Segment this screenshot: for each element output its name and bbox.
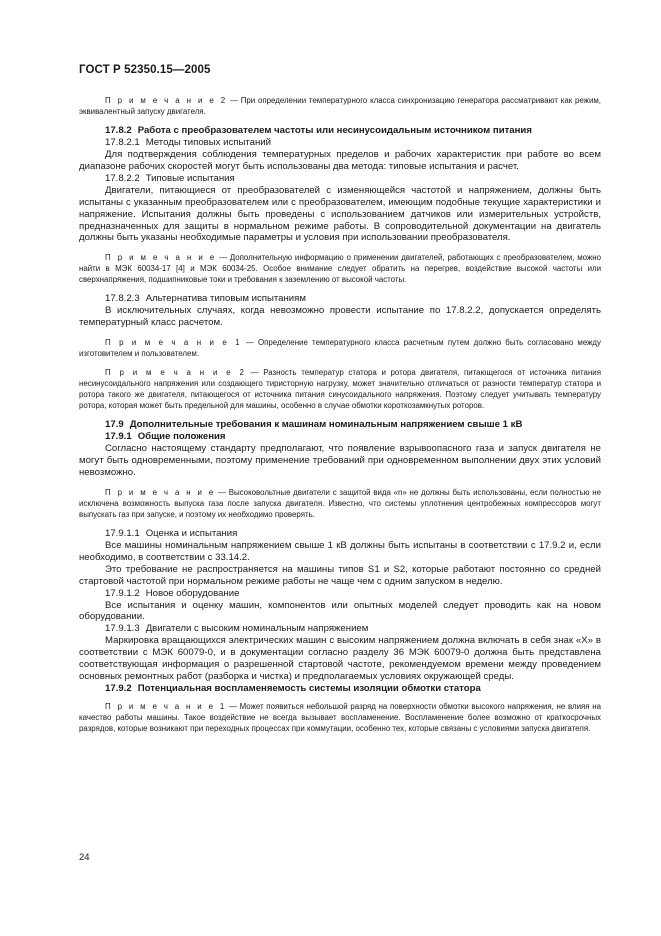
- note-text: — Высоковольтные двигатели с защитой вида «n» не должны быть использованы, если полностью не исключена возможность выпуска газа после запуска двигателя. Известно, что системы уплотнения центробежных компрессоров могут выпускать газ при запуске, и поэтому их необходимо проверять.: [79, 487, 601, 519]
- section-title: Типовые испытания: [145, 172, 235, 184]
- paragraph: Для подтверждения соблюдения температурных пределов и рабочих характеристик при работе во всем диапазоне рабочих скоростей могут быть использованы два метода: типовые испытания и расчет.: [79, 149, 601, 172]
- section-number: 17.8.2.3: [105, 293, 140, 305]
- section-title: Общие положения: [137, 431, 226, 443]
- section-heading-17-9: [79, 419, 601, 431]
- subsection-heading-17-9-1-1: [79, 528, 601, 540]
- note-text: — Дополнительную информацию о применении двигателей, работающих с преобразователем, можно найти в МЭК 60034-17 [4] и МЭК 60034-25. Особое внимание следует обратить на перегрев, воздействие высокой частоты или сверхнапряжения, подшипниковые токи и требования к заземлению от высокой частоты.: [79, 253, 601, 285]
- section-number: 17.9.1.1: [105, 527, 140, 539]
- section-number: 17.9: [105, 419, 124, 431]
- note-text: — Может появиться небольшой разряд на поверхности обмотки высокого напряжения, не влияя на качество работы машины. Такое воздействие не всегда вызывает воспламенение. Воспламенение более возможно от краткосрочных разрядов, которые возникают при переходных процессах при коммутации, особенно тех, которые связаны с условиями запуска двигателя.: [79, 701, 601, 733]
- section-title: Потенциальная воспламеняемость системы изоляции обмотки статора: [137, 682, 481, 694]
- note: [79, 701, 601, 734]
- note-label: П р и м е ч а н и е 1: [105, 338, 242, 348]
- section-number: 17.8.2: [105, 125, 132, 136]
- subsection-heading-17-9-1-3: [79, 623, 601, 635]
- section-title: Двигатели с высоким номинальным напряжением: [145, 623, 369, 635]
- note-top: [79, 95, 601, 117]
- note: [79, 487, 601, 520]
- paragraph: В исключительных случаях, когда невозможно провести испытание по 17.8.2.2, допускается определять температурный класс расчетом.: [79, 305, 601, 329]
- paragraph: Маркировка вращающихся электрических машин с высоким напряжением должна включать в себя знак «X» в соответствии с МЭК 60079-0, и в документации согласно разделу 36 МЭК 60079-0 должна быть представлена соответствующая информация о разрешенной стартовой частоте, рекомендуемом времени между проведением основных ремонтных работ (разборка и чистка) и предполагаемых условиях окружающей среды.: [79, 635, 601, 683]
- note-text: — При определении температурного класса синхронизацию генератора рассматривают как режим, эквивалентный запуску двигателя.: [79, 96, 601, 116]
- note: [79, 367, 601, 411]
- paragraph: Все испытания и оценку машин, компонентов или опытных моделей следует проводить как на новом оборудовании.: [79, 599, 601, 623]
- note-label: П р и м е ч а н и е: [105, 253, 217, 263]
- section-number: 17.9.2: [105, 682, 132, 694]
- section-heading-17-9-1: [79, 431, 601, 443]
- note-text: — Определение температурного класса расчетным путем должно быть согласовано между изготовителем и пользователем.: [79, 338, 601, 359]
- section-number: 17.8.2.2: [105, 172, 140, 184]
- note-label: П р и м е ч а н и е 2: [105, 368, 246, 378]
- section-number: 17.9.1.2: [105, 587, 140, 599]
- note-label: П р и м е ч а н и е 2: [105, 96, 228, 105]
- paragraph: Двигатели, питающиеся от преобразователей с изменяющейся частотой и напряжением, должны быть испытаны с указанным преобразователем или с преобразователем, имеющим подобные текущие характеристики и напряжение. Испытания должны быть проведены с использованием датчиков или измерительных устройств, предназначенных для защиты в нормальном режиме работы. В сопроводительной документации на двигатель должны быть указаны необходимые параметры и условия при использовании преобразователя.: [79, 184, 601, 244]
- subsection-heading-17-8-2-2: [79, 173, 601, 185]
- paragraph: Все машины номинальным напряжением свыше 1 кВ должны быть испытаны в соответствии с 17.9.2 и, если необходимо, в соответствии с 33.14.2.: [79, 539, 601, 563]
- section-title: Оценка и испытания: [145, 527, 238, 539]
- paragraph: Согласно настоящему стандарту предполагают, что появление взрывоопасного газа и запуск двигателя не могут быть одновременными, поэтому применение требований при одновременном выполнении двух этих условий невозможно.: [79, 443, 601, 478]
- section-title: Методы типовых испытаний: [145, 137, 271, 148]
- document-header: ГОСТ Р 52350.15—2005: [79, 64, 211, 76]
- note: [79, 252, 601, 285]
- section-heading-17-9-2: [79, 683, 601, 695]
- note: [79, 337, 601, 359]
- note-text: — Разность температур статора и ротора двигателя, питающегося от источника питания несинусоидального напряжения или создающего тиристорную нагрузку, может значительно отличаться от разности температур статора и ротора такого же двигателя, питающегося от источника питания синусоидального напряжения. Поэтому следует учитывать температуру ротора, которая может быть предельной для машины, особенно в случае обмотки короткозамкнутых роторов.: [79, 368, 601, 411]
- paragraph: Это требование не распространяется на машины типов S1 и S2, которые работают постоянно со средней стартовой частотой при нормальном режиме работы не чаще чем с одним запуском в неделю.: [79, 563, 601, 587]
- section-title: Альтернатива типовым испытаниям: [145, 293, 306, 305]
- note-label: П р и м е ч а н и е 1: [105, 701, 227, 711]
- section-title: Работа с преобразователем частоты или несинусоидальным источником питания: [137, 125, 532, 136]
- section-heading-17-8-2: [79, 125, 601, 137]
- page-number: 24: [79, 852, 90, 863]
- subsection-heading-17-8-2-3: [79, 293, 601, 305]
- section-number: 17.8.2.1: [105, 137, 140, 148]
- page-content: [79, 95, 601, 734]
- note-label: П р и м е ч а н и е: [105, 487, 216, 497]
- subsection-heading-17-9-1-2: [79, 588, 601, 600]
- section-number: 17.9.1.3: [105, 623, 140, 635]
- section-number: 17.9.1: [105, 431, 132, 443]
- section-title: Дополнительные требования к машинам номинальным напряжением свыше 1 кВ: [129, 419, 523, 431]
- section-title: Новое оборудование: [145, 587, 240, 599]
- subsection-heading-17-8-2-1: [79, 137, 601, 149]
